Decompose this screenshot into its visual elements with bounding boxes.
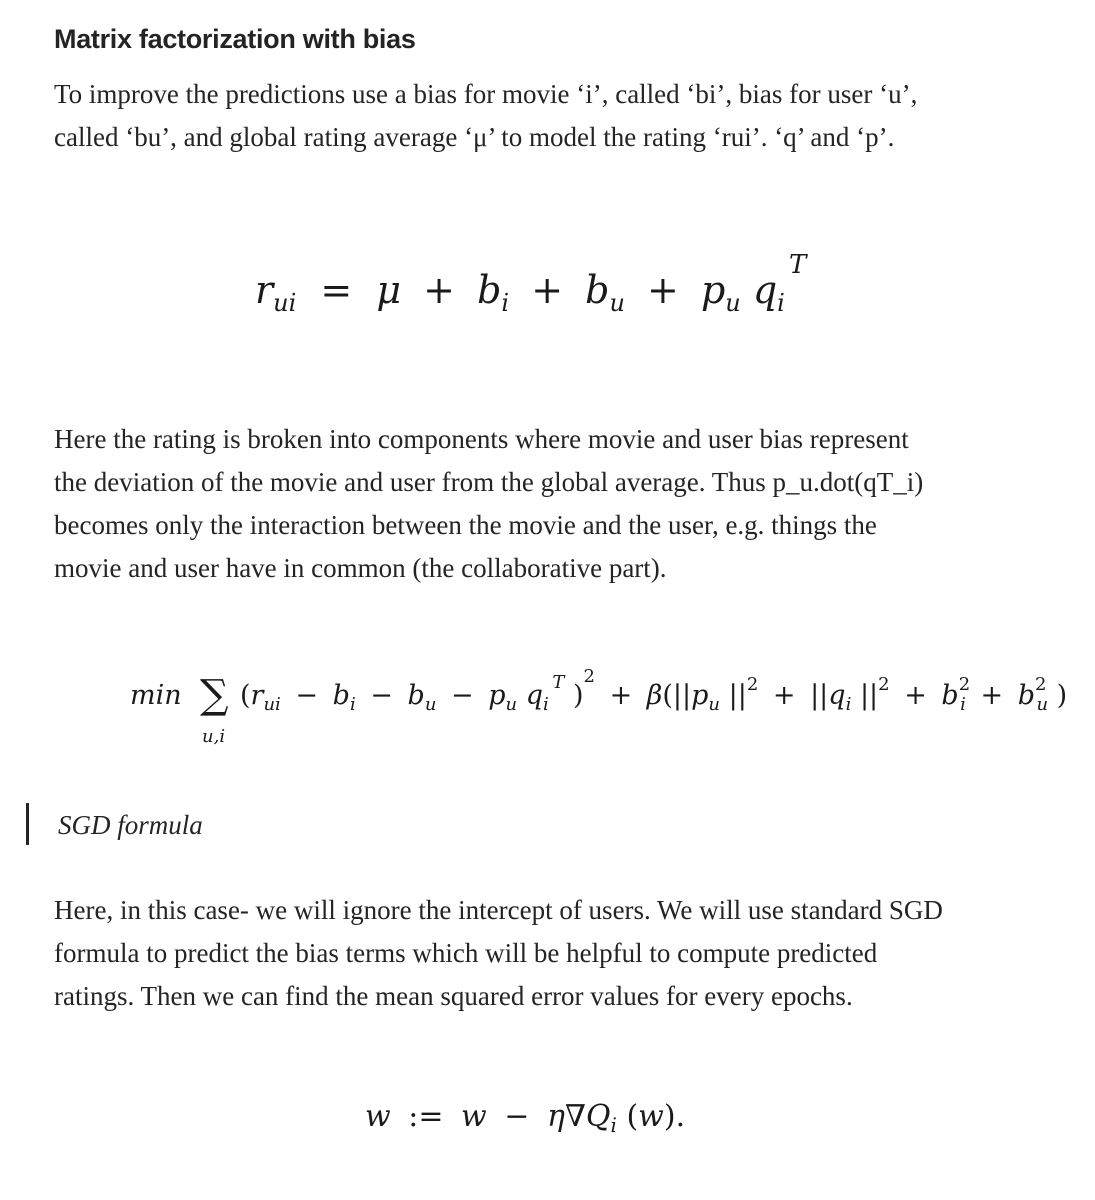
intro-paragraph [54,73,1034,159]
paragraph-line: called ‘bu’, and global rating average ‘μ’ to model the rating ‘rui’. ‘q’ and ‘p’. [54,122,895,152]
loss-equation [130,660,1068,750]
paragraph-line: Here, in this case- we will ignore the intercept of users. We will use standard SGD [54,895,943,925]
blockquote-text: SGD formula [58,810,203,840]
svg-text:(rui − bi −: ($r_{ui}$ − $b_i$ − $b_u$ − $p_u$ $q_i$ T )$^2$ + $\beta(||p_u$ $||^2$ + $||q_i$ $||^2$ + $b^2$ i + $b^2$ u ) [240,666,1068,715]
sgd-paragraph [54,889,1034,1018]
paragraph-line: movie and user have in common (the collaborative part). [54,553,667,583]
paragraph-line: Here the rating is broken into components where movie and user bias represent [54,424,909,454]
svg-text:∑: ∑ [200,672,229,718]
section-heading: Matrix factorization with bias [54,24,416,54]
svg-text:u,i: u,i [202,726,226,747]
sgd-equation [365,1090,725,1140]
svg-text:w := w −: w := w − $\eta\nabla Q_i$ (w). [365,1099,686,1137]
loss-equation-svg [130,660,1068,750]
paragraph-line: the deviation of the movie and user from the global average. Thus p_u.dot(qT_i) [54,467,924,497]
svg-text:rui = μ +: $r_{ui}$ = μ + $b_i$ + $b_u$ + $p_u$ $q_i$ T [255,250,807,317]
rating-equation [255,248,807,323]
explanation-paragraph [54,418,1034,590]
blockquote-bar [26,803,29,845]
paragraph-line: becomes only the interaction between the movie and the user, e.g. things the [54,510,877,540]
rating-equation-svg [255,248,807,323]
sgd-equation-svg [365,1090,725,1140]
svg-text:min: min [130,680,182,711]
paragraph-line: To improve the predictions use a bias for movie ‘i’, called ‘bi’, bias for user ‘u’, [54,79,918,109]
paragraph-line: formula to predict the bias terms which will be helpful to compute predicted [54,938,878,968]
paragraph-line: ratings. Then we can find the mean squared error values for every epochs. [54,981,853,1011]
